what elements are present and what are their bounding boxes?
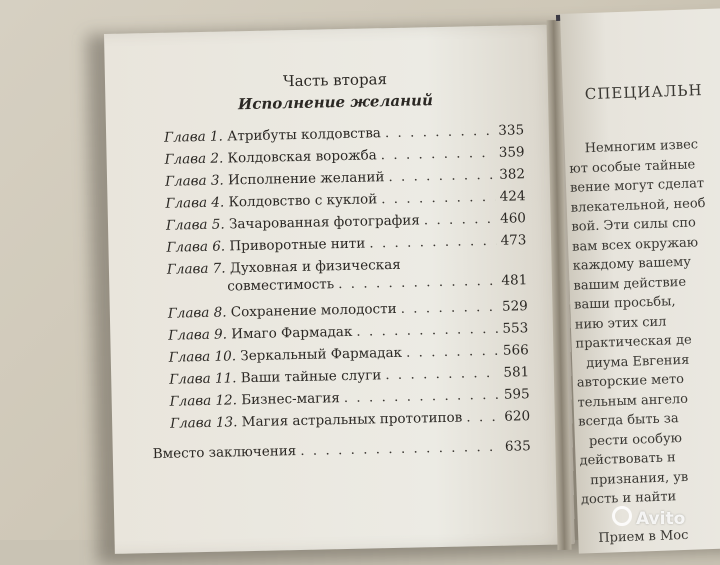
toc-entry (170, 385, 530, 411)
leader-dots (381, 188, 496, 208)
chapter-number: Глава 8. (167, 304, 227, 322)
watermark-text: Avito (636, 509, 686, 529)
chapter-title: Бизнес-магия (241, 390, 340, 409)
chapter-title: Ваши тайные слуги (240, 367, 382, 387)
chapter-number: Глава 13. (170, 414, 238, 432)
leader-dots (424, 210, 497, 230)
right-page-line: Прием в Мос (598, 527, 689, 546)
leader-dots (388, 166, 495, 186)
avito-watermark (612, 506, 685, 529)
right-page-line: вам всех окружаю (571, 234, 699, 255)
leader-dots (344, 386, 500, 407)
page-number: 595 (503, 386, 530, 403)
page-number: 566 (502, 342, 529, 359)
page-number: 620 (504, 408, 531, 425)
chapter-number: Глава 5. (165, 216, 225, 234)
toc-entry (164, 121, 524, 147)
part-label: Часть вторая (282, 70, 388, 91)
right-page-heading: СПЕЦИАЛЬН (584, 81, 703, 104)
chapter-title: Сохранение молодости (230, 300, 397, 321)
avito-logo-icon (612, 506, 632, 526)
chapter-title: Магия астральных прототипов (241, 409, 463, 431)
final-title: Вместо заключения (152, 443, 297, 463)
right-page-line: всегда быть за (577, 411, 679, 430)
part-title: Исполнение желаний (237, 91, 434, 114)
leader-dots (356, 320, 499, 341)
right-page-line: ют особые тайные (569, 156, 696, 177)
page-number: 635 (504, 438, 531, 455)
right-page-line: дость и найти (580, 489, 677, 508)
right-page-line: действовать н (579, 450, 676, 469)
right-page-line: вой. Эти силы спо (571, 215, 697, 235)
leader-dots (381, 144, 495, 164)
chapter-number: Глава 1. (164, 128, 224, 146)
leader-dots (406, 342, 499, 362)
chapter-number: Глава 9. (168, 326, 228, 344)
toc-entry (165, 187, 525, 213)
toc-entry (169, 363, 529, 389)
leader-dots (300, 438, 501, 460)
left-page (104, 24, 575, 554)
page-number: 473 (500, 232, 527, 249)
toc-entry (168, 297, 528, 323)
toc-final-entry (153, 437, 531, 463)
right-page-text (560, 8, 720, 554)
right-page-line: вение могут сделат (569, 176, 705, 196)
chapter-number: Глава 6. (166, 238, 226, 256)
chapter-title: Зеркальный Фармадак (240, 344, 403, 365)
right-page-line: ваши просьбы, (573, 294, 676, 313)
chapter-title: Атрибуты колдовства (226, 125, 382, 145)
toc-entry (164, 143, 524, 169)
toc-entry (166, 209, 526, 235)
leader-dots (385, 122, 495, 142)
chapter-number: Глава 10. (168, 348, 237, 366)
toc-entry (167, 253, 528, 297)
chapter-number: Глава 11. (169, 370, 237, 388)
chapter-title: Колдовство с куклой (228, 191, 378, 211)
page-number: 335 (498, 122, 525, 139)
chapter-title: Исполнение желаний (227, 169, 385, 189)
chapter-number: Глава 12. (169, 392, 238, 410)
chapter-title: Приворотные нити (229, 235, 366, 255)
leader-dots (369, 232, 497, 253)
right-page-line: практическая де (575, 332, 692, 352)
right-page-line: тельным ангело (577, 391, 689, 411)
leader-dots (466, 408, 500, 427)
leader-dots (385, 364, 500, 384)
leader-dots (338, 272, 498, 293)
page-number: 359 (498, 144, 525, 161)
page-number: 481 (501, 272, 528, 289)
chapter-title-cont: совместимость (227, 276, 335, 295)
chapter-number: Глава 7. (166, 260, 226, 278)
right-page-line: нию этих сил (574, 313, 667, 333)
chapter-title: Колдовская ворожба (227, 147, 377, 167)
page-number: 553 (502, 320, 529, 337)
page-number: 460 (500, 210, 527, 227)
chapter-title: Духовная и физическая (229, 256, 401, 277)
chapter-number: Глава 2. (164, 150, 224, 168)
toc-entry (168, 319, 528, 345)
toc-entry (166, 231, 526, 257)
toc-entry (170, 407, 530, 433)
right-page-line: каждому вашему (572, 254, 692, 274)
chapter-number: Глава 4. (165, 194, 225, 212)
leader-dots (400, 298, 498, 318)
right-page-line: диума Евгения (585, 352, 690, 371)
page-number: 529 (501, 298, 528, 315)
right-page-line: Немногим извес (584, 137, 699, 157)
toc-entry (169, 341, 529, 367)
chapter-title: Зачарованная фотография (228, 212, 420, 233)
page-number: 424 (499, 188, 526, 205)
right-page-line: влекательной, необ (570, 195, 706, 216)
right-page (560, 8, 720, 554)
right-page-line: вашим действие (573, 274, 687, 294)
table-of-contents (104, 24, 575, 554)
right-page-line: признания, ув (590, 469, 689, 488)
chapter-title: Имаго Фармадак (231, 323, 353, 343)
page-number: 382 (499, 166, 526, 183)
right-page-line: рести особую (588, 430, 683, 449)
toc-entry (165, 165, 525, 191)
page-number: 581 (503, 364, 530, 381)
chapter-number: Глава 3. (164, 172, 224, 190)
right-page-line: авторские мето (576, 371, 685, 391)
